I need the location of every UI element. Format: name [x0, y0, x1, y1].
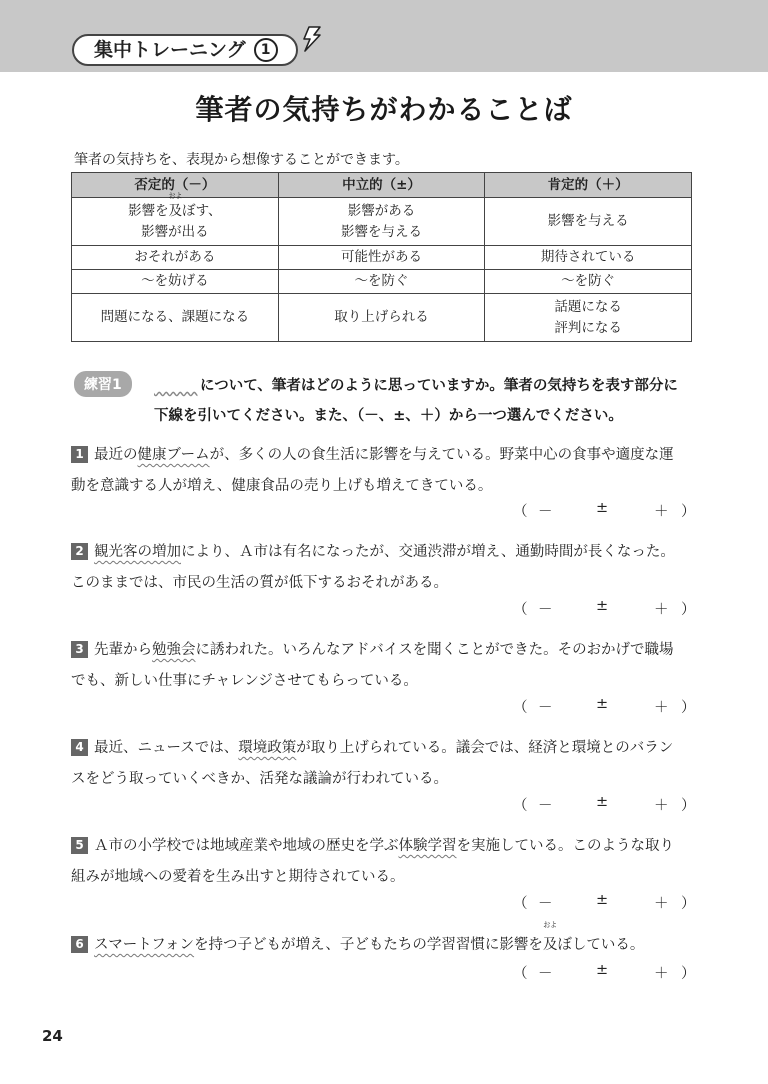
lightning-icon — [300, 26, 324, 52]
target-phrase: 体験学習 — [398, 838, 457, 854]
target-phrase: スマートフォン — [94, 937, 195, 953]
practice-badge: 練習1 — [74, 371, 132, 397]
question-5: 5 Ａ市の小学校では地域産業や地域の歴史を学ぶ体験学習を実施している。このような取り 組みが地域への愛着を生み出すと期待されている。 — [71, 838, 674, 885]
choice-plus[interactable]: ＋ — [654, 700, 669, 716]
choice-plusminus[interactable]: ± — [596, 962, 609, 978]
question-2: 2 観光客の増加により、Ａ市は有名になったが、交通渋滞が増え、通勤時間が長くなった。 このままでは、市民の生活の質が低下するおそれがある。 — [71, 544, 675, 591]
choice-plus[interactable]: ＋ — [654, 602, 669, 618]
question-number: 6 — [71, 936, 88, 953]
choice-minus[interactable]: － — [538, 504, 553, 520]
question-1: 1 最近の健康ブームが、多くの人の食生活に影響を与えている。野菜中心の食事や適度な運 動を意識する人が増え、健康食品の売り上げも増えてきている。 — [71, 447, 674, 494]
cell-negative: 問題になる、課題になる — [72, 294, 279, 342]
choice-plus[interactable]: ＋ — [654, 896, 669, 912]
choice-plus[interactable]: ＋ — [654, 504, 669, 520]
choice-minus[interactable]: － — [538, 798, 553, 814]
question-number: 5 — [71, 837, 88, 854]
target-phrase: 健康ブーム — [137, 447, 210, 463]
ruby: およ 及 — [168, 191, 183, 219]
question-number: 3 — [71, 641, 88, 658]
cell-positive: 影響を与える — [485, 198, 692, 246]
cell-negative: おそれがある — [72, 246, 279, 270]
header-neutral: 中立的（±） — [278, 173, 485, 198]
section-label-text: 集中トレーニング — [94, 39, 246, 61]
section-label — [72, 34, 298, 66]
table-row — [72, 198, 692, 246]
question-number: 1 — [71, 446, 88, 463]
cell-neutral: ～を防ぐ — [278, 270, 485, 294]
question-number: 2 — [71, 543, 88, 560]
cell-neutral: 可能性がある — [278, 246, 485, 270]
cell-neutral: 取り上げられる — [278, 294, 485, 342]
target-phrase: 環境政策 — [238, 740, 297, 756]
question-3: 3 先輩から勉強会に誘われた。いろんなアドバイスを聞くことができた。そのおかげで職場 でも、新しい仕事にチャレンジさせてもらっている。 — [71, 642, 674, 689]
choice-plus[interactable]: ＋ — [654, 798, 669, 814]
cell-negative: ～を妨げる — [72, 270, 279, 294]
cell-negative: 影響を およ 及ぼす、 影響が出る — [72, 198, 279, 246]
choice-minus[interactable]: － — [538, 602, 553, 618]
target-phrase: 観光客の増加 — [94, 544, 181, 560]
header-negative: 否定的（－） — [72, 173, 279, 198]
table-row — [72, 270, 692, 294]
table-header-row — [72, 173, 692, 198]
choice-plusminus[interactable]: ± — [596, 500, 609, 516]
header-positive: 肯定的（＋） — [485, 173, 692, 198]
wavy-blank — [154, 371, 200, 387]
practice-header — [74, 371, 132, 397]
choice-plusminus[interactable]: ± — [596, 892, 609, 908]
table-row — [72, 294, 692, 342]
cell-positive: 話題になる 評判になる — [485, 294, 692, 342]
cell-positive: 期待されている — [485, 246, 692, 270]
question-number: 4 — [71, 739, 88, 756]
choice-minus[interactable]: － — [538, 966, 553, 982]
table-row — [72, 246, 692, 270]
ruby: およ 及 — [542, 921, 558, 953]
cell-positive: ～を防ぐ — [485, 270, 692, 294]
question-6: 6 スマートフォンを持つ子どもが増え、子どもたちの学習習慣に影響を およ 及ぼしている。 — [71, 930, 695, 961]
choice-plusminus[interactable]: ± — [596, 696, 609, 712]
choice-plus[interactable]: ＋ — [654, 966, 669, 982]
question-4: 4 最近、ニュースでは、環境政策が取り上げられている。議会では、経済と環境とのバラン スをどう取っていくべきか、活発な議論が行われている。 — [71, 740, 674, 787]
intro-text: 筆者の気持ちを、表現から想像することができます。 — [74, 152, 409, 168]
page-title: 筆者の気持ちがわかることば — [195, 93, 573, 126]
choice-minus[interactable]: － — [538, 700, 553, 716]
target-phrase: 勉強会 — [152, 642, 196, 658]
expression-table — [71, 172, 692, 342]
choice-plusminus[interactable]: ± — [596, 598, 609, 614]
section-number: 1 — [254, 38, 278, 62]
cell-neutral: 影響がある 影響を与える — [278, 198, 485, 246]
practice-instruction: について、筆者はどのように思っていますか。筆者の気持ちを表す部分に 下線を引いてください。また、（－、±、＋）から一つ選んでください。 — [154, 371, 694, 431]
page-number: 24 — [42, 1027, 63, 1045]
choice-plusminus[interactable]: ± — [596, 794, 609, 810]
choice-minus[interactable]: － — [538, 896, 553, 912]
